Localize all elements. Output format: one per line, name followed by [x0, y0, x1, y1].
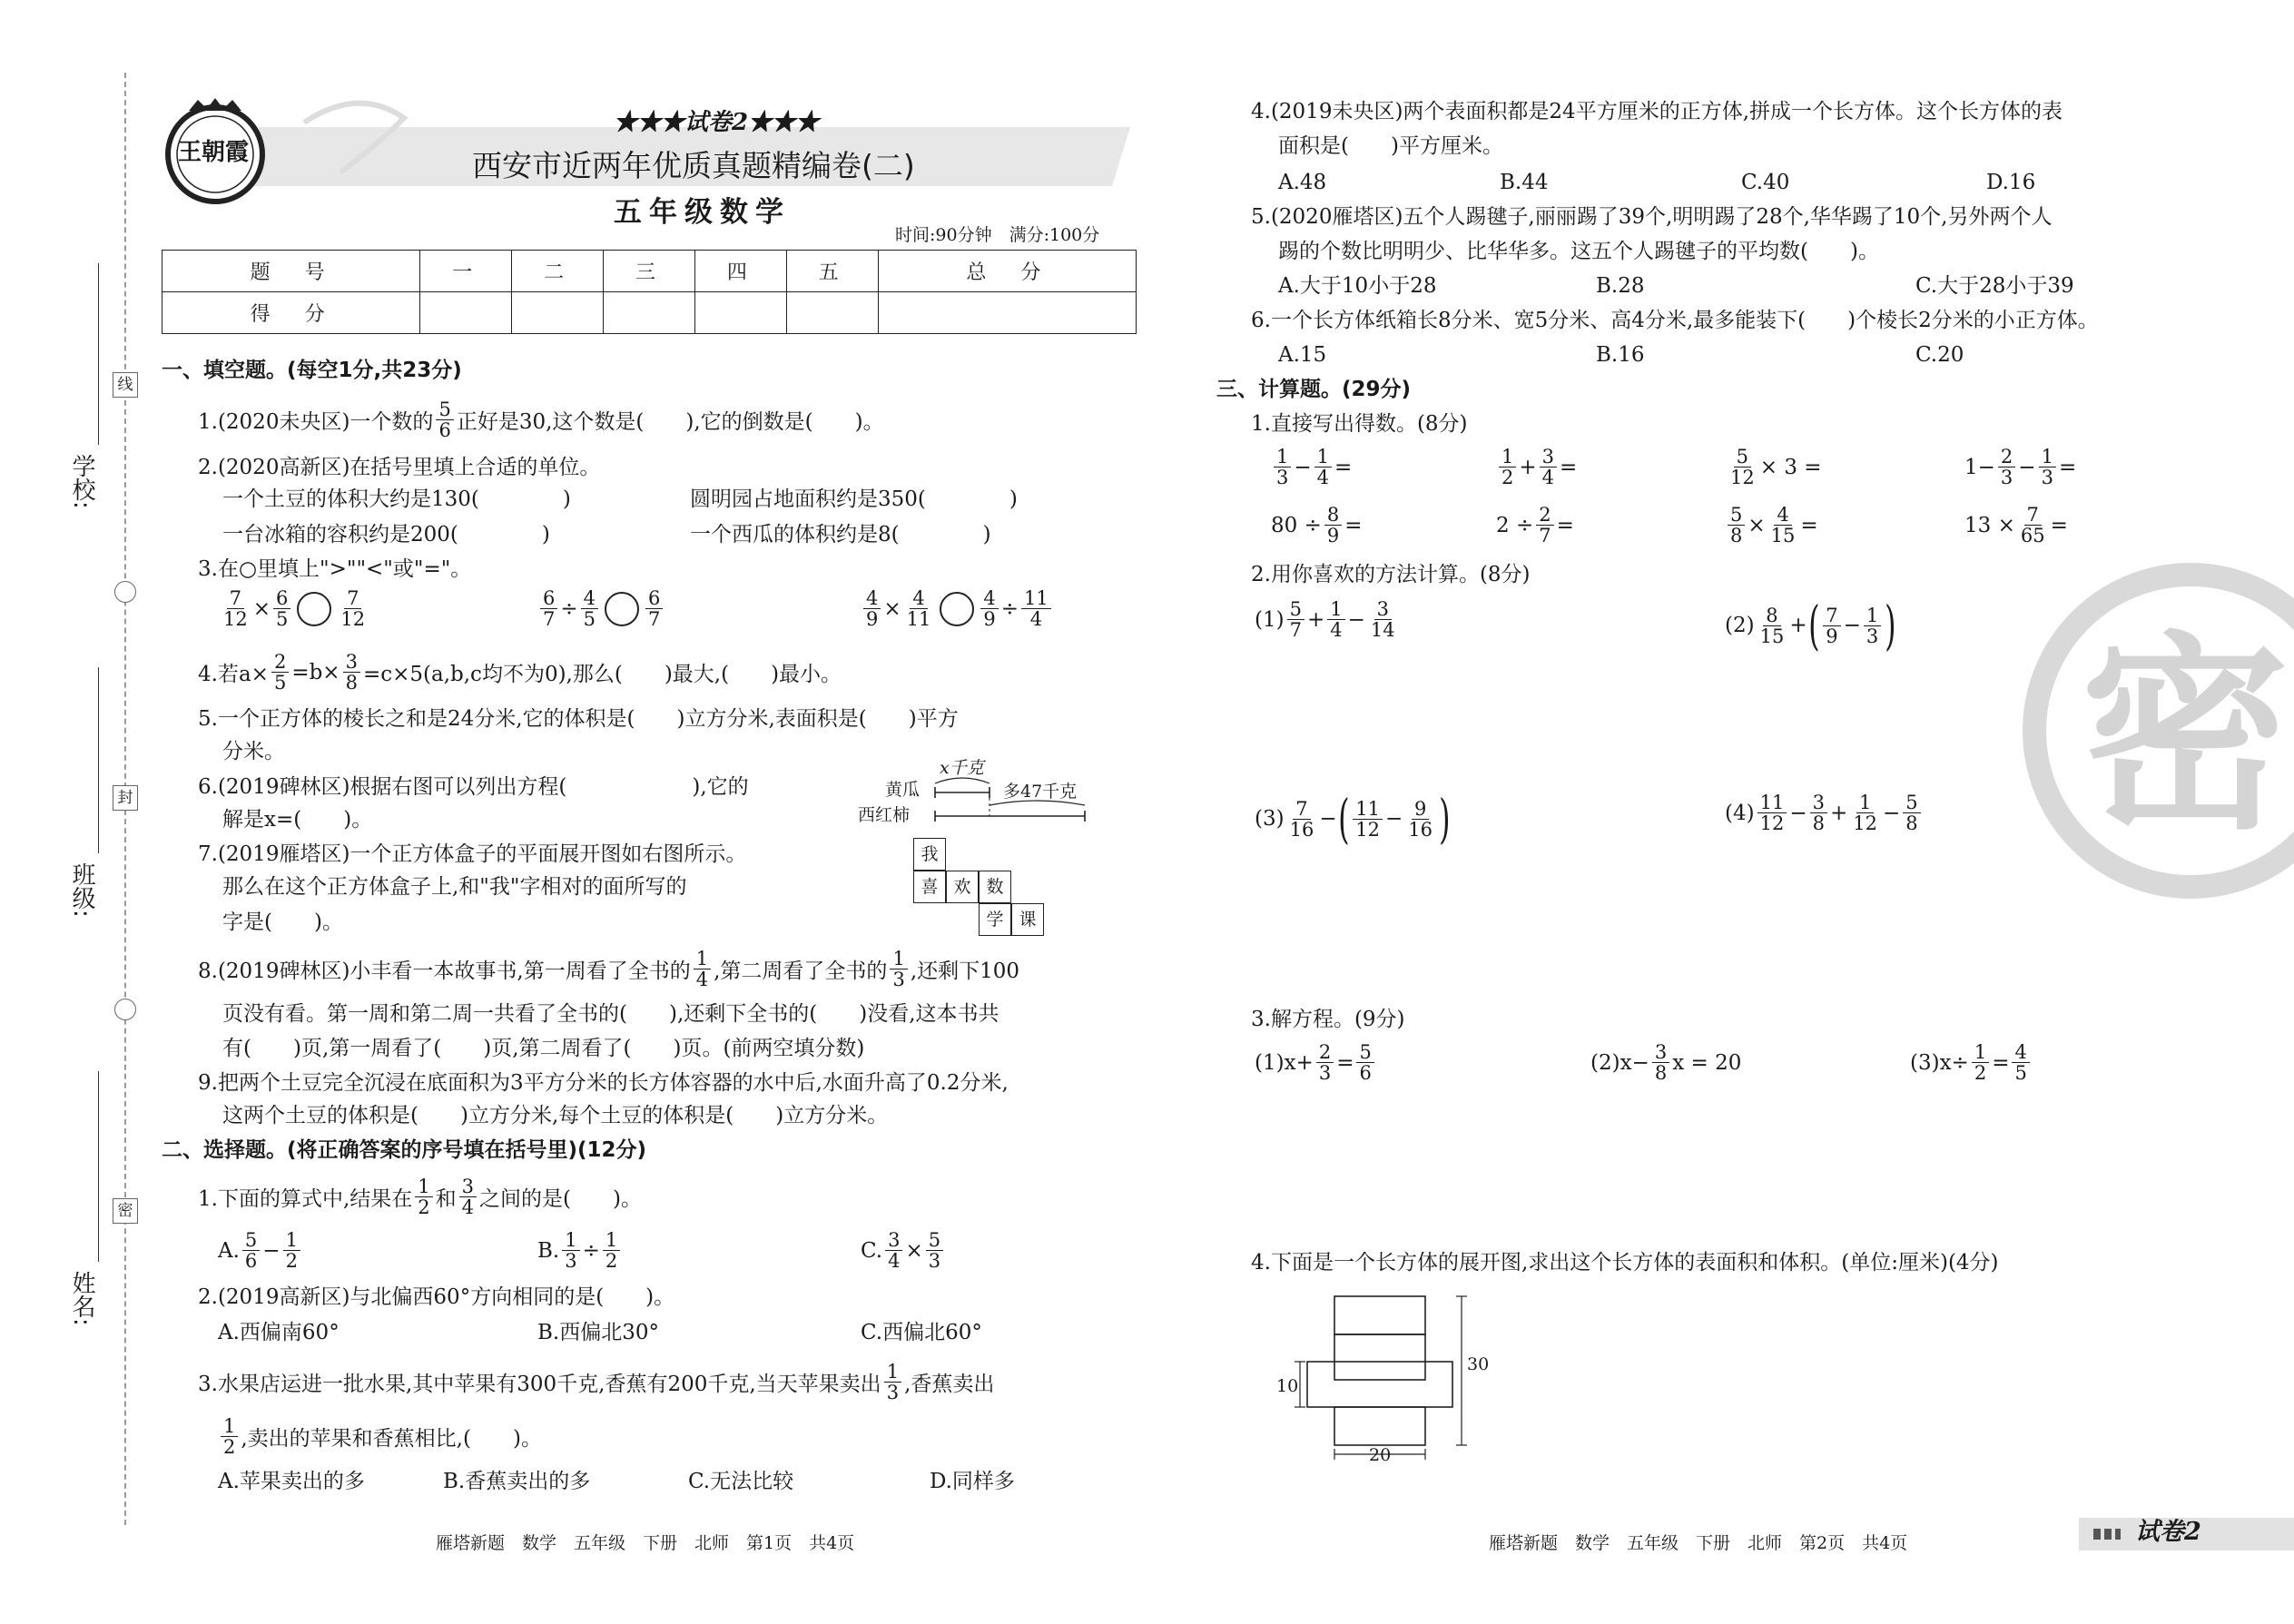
label-xkg: x千克: [940, 758, 984, 778]
dim-width: 10: [1276, 1376, 1299, 1396]
score-header-cell: 四: [694, 251, 786, 292]
score-header-cell: 一: [420, 251, 512, 292]
s1-q7b: 那么在这个正方体盒子上,和"我"字相对的面所写的: [222, 875, 687, 899]
net-cell: 喜: [913, 871, 946, 903]
q6-segments: [862, 758, 1108, 831]
s2-q3-option-a[interactable]: A.苹果卖出的多: [218, 1470, 365, 1493]
fraction: 5 6: [436, 399, 453, 440]
s1-q9a: 9.把两个土豆完全沉浸在底面积为3平方分米的长方体容器的水中后,水面升高了0.2分米,: [198, 1071, 1009, 1095]
s1-q1: 1.(2020未央区)一个数的 5 6 正好是30,这个数是( ),它的倒数是( )。: [198, 399, 884, 441]
s2-q1-option-a[interactable]: A. 5 6 − $\frac{1}{2}$: [218, 1230, 303, 1271]
compare-circle[interactable]: [605, 592, 639, 626]
simplify-2: (2) 8 15 + ( 7 9 − $\frac{1}{3}$ ): [1725, 595, 1896, 656]
s1-q2b: 圆明园占地面积约是350( ): [690, 487, 1018, 511]
s2-q6-option-b[interactable]: B.16: [1596, 343, 1645, 367]
s1-q4: 4.若a× $\frac{2}{5}$ =b× $\frac{3}{8}$ =c×5(a,b,c均不为0),那么( )最大,( )最小。: [198, 651, 842, 694]
s2-q5-option-b[interactable]: B.28: [1596, 274, 1645, 298]
seal-circle-2: [114, 999, 136, 1020]
label-more-47kg: 多47千克: [1003, 782, 1078, 802]
s3-part4-title: 4.下面是一个长方体的展开图,求出这个长方体的表面积和体积。(单位:厘米)(4分): [1251, 1251, 1999, 1275]
s2-q4a: 4.(2019未央区)两个表面积都是24平方厘米的正方体,拼成一个长方体。这个长方体的表: [1251, 100, 2063, 123]
paren-close: ): [1885, 595, 1896, 656]
score-header-cell: 三: [604, 251, 695, 292]
s2-q4-option-c[interactable]: C.40: [1741, 171, 1790, 194]
net-cell: 数: [979, 871, 1011, 903]
s1-q2c: 一台冰箱的容积约是200( ): [222, 523, 550, 546]
name-underline: [98, 1071, 99, 1262]
footer-right: 雁塔新题 数学 五年级 下册 北师 第2页 共4页: [1489, 1533, 1908, 1553]
s2-q3-line1: 3.水果店运进一批水果,其中苹果有300千克,香蕉有200千克,当天苹果卖出 1 3 ,香蕉卖出: [198, 1361, 995, 1403]
s2-q3-option-c[interactable]: C.无法比较: [688, 1470, 794, 1493]
score-input-cell[interactable]: [420, 292, 512, 334]
score-input-cell[interactable]: [786, 292, 878, 334]
s2-q6: 6.一个长方体纸箱长8分米、宽5分米、高4分米,最多能装下( )个棱长2分米的小正方体。: [1251, 309, 2099, 332]
s2-q2-option-c[interactable]: C.西偏北60°: [861, 1321, 982, 1344]
section3-title: 三、计算题。(29分): [1216, 378, 1412, 401]
s2-q6-option-c[interactable]: C.20: [1915, 343, 1964, 367]
s2-q1: 1.下面的算式中,结果在 1 2 和 3 4 之间的是( )。: [198, 1176, 642, 1218]
paper-number: ★★★试卷2★★★: [614, 109, 820, 136]
s1-q6a: 6.(2019碑林区)根据右图可以列出方程( ),它的: [198, 775, 749, 799]
s1-q8e: 有( )页,第一周看了( )页,第二周看了( )页。(前两空填分数): [222, 1037, 865, 1060]
s2-q5a: 5.(2020雁塔区)五个人踢毽子,丽丽踢了39个,明明踢了28个,华华踢了10个,另外两个人: [1251, 205, 2053, 229]
cube-net: [913, 838, 1046, 938]
s1-q7a: 7.(2019雁塔区)一个正方体盒子的平面展开图如右图所示。: [198, 842, 747, 866]
net-cell: 欢: [946, 871, 979, 903]
calc-2-2: 2 ÷ $\frac{2}{7}$ =: [1496, 504, 1574, 546]
compare-circle[interactable]: [940, 592, 974, 626]
score-header-cell: 二: [512, 251, 604, 292]
s1-q3b: $\frac{6}{7}$ ÷ $\frac{4}{5}$ 6 7: [537, 588, 665, 629]
simplify-4: (4) 11 12 − $\frac{3}{8}$ + $\frac{1}{12}$ − $\frac{5}{8}$: [1725, 792, 1924, 833]
exam-subject: 五年级数学: [614, 196, 791, 229]
class-underline: [98, 667, 99, 853]
s1-q7c: 字是( )。: [222, 910, 343, 934]
score-table: [162, 250, 1137, 334]
score-input-cell[interactable]: [604, 292, 695, 334]
school-underline: [98, 263, 99, 445]
class-label: 班级:: [68, 862, 95, 918]
net-cell: 学: [979, 903, 1011, 936]
s2-q4-option-a[interactable]: A.48: [1278, 171, 1327, 194]
s2-q2-option-b[interactable]: B.西偏北30°: [537, 1321, 659, 1344]
watermark-char: 密: [2081, 615, 2290, 858]
s1-q3: 3.在○里填上">""<"或"="。: [198, 557, 472, 581]
s1-q5b: 分米。: [222, 740, 285, 763]
s1-q5a: 5.一个正方体的棱长之和是24分米,它的体积是( )立方分米,表面积是( )平方: [198, 707, 959, 731]
calc-1-2: 1 2 + $\frac{3}{4}$ =: [1496, 447, 1577, 487]
s2-q3-option-b[interactable]: B.香蕉卖出的多: [443, 1470, 591, 1493]
calc-2-4: 13 × $\frac{7}{65}$ =: [1964, 504, 2068, 546]
footer-tag: 试卷2: [2135, 1518, 2201, 1546]
s2-q4b: 面积是( )平方厘米。: [1278, 134, 1503, 158]
paren-close: ): [1439, 788, 1451, 850]
seal-circle-1: [114, 581, 136, 603]
logo-text: 王朝霞: [178, 139, 250, 166]
net-cell: 我: [913, 838, 946, 871]
s1-q2: 2.(2020高新区)在括号里填上合适的单位。: [198, 456, 601, 479]
dim-length: 20: [1369, 1445, 1392, 1465]
equation-3: (3)x÷ $\frac{1}{2}$ = $\frac{4}{5}$: [1910, 1042, 2033, 1083]
s2-q6-option-a[interactable]: A.15: [1278, 343, 1327, 367]
s3-part3-title: 3.解方程。(9分): [1251, 1008, 1405, 1031]
label-tomato: 西红柿: [858, 805, 911, 825]
compare-circle[interactable]: [297, 592, 331, 626]
q6-line-diagram: [858, 758, 1108, 831]
watermark-seal: [2023, 563, 2294, 899]
calc-1-4: 1 − $\frac{2}{3}$ − $\frac{1}{3}$ =: [1964, 446, 2077, 488]
s2-q4-option-b[interactable]: B.44: [1500, 171, 1549, 194]
s1-q3a: $\frac{7}{12}$ × $\frac{6}{5}$ 7 12: [223, 587, 366, 630]
s1-q3c: $\frac{4}{9}$ × $\frac{4}{11}$ $\frac{4}{9}$ ÷ $\frac{11}{4}$: [861, 588, 1054, 629]
cuboid-net-figure: [1269, 1289, 1505, 1471]
section1-title: 一、填空题。(每空1分,共23分): [162, 359, 462, 382]
paren-open: (: [1807, 595, 1820, 656]
s3-part2-title: 2.用你喜欢的方法计算。(8分): [1251, 563, 1531, 586]
score-row-label: 得 分: [162, 292, 420, 334]
label-cucumber: 黄瓜: [885, 780, 921, 800]
equation-2: (2)x− $\frac{3}{8}$ x = 20: [1590, 1041, 1742, 1084]
score-input-cell[interactable]: [512, 292, 604, 334]
s1-q8d: 页没有看。第一周和第二周一共看了全书的( ),还剩下全书的( )没看,这本书共: [222, 1002, 999, 1026]
s2-q3-option-d[interactable]: D.同样多: [930, 1470, 1015, 1493]
seal-mark-xian: 线: [113, 372, 138, 398]
score-header-cell: 题 号: [162, 251, 420, 292]
footer-left: 雁塔新题 数学 五年级 下册 北师 第1页 共4页: [436, 1533, 855, 1553]
time-info: 时间:90分钟 满分:100分: [895, 225, 1100, 245]
school-label: 学校:: [68, 454, 95, 509]
s1-q2a: 一个土豆的体积大约是130( ): [222, 487, 571, 511]
exam-title: 西安市近两年优质真题精编卷(二): [472, 148, 915, 183]
score-input-cell[interactable]: [878, 292, 1136, 334]
score-input-cell[interactable]: [694, 292, 786, 334]
s2-q2-option-a[interactable]: A.西偏南60°: [218, 1321, 340, 1344]
s2-q5b: 踢的个数比明明少、比华华多。这五个人踢毽子的平均数( )。: [1278, 240, 1879, 263]
s2-q2: 2.(2019高新区)与北偏西60°方向相同的是( )。: [198, 1285, 675, 1309]
s1-q2d: 一个西瓜的体积约是8( ): [690, 523, 991, 546]
s2-q1-option-c[interactable]: C. $\frac{3}{4}$ × $\frac{5}{3}$: [861, 1230, 946, 1271]
dim-height: 30: [1467, 1354, 1490, 1374]
s2-q3-line2: 1 2 ,卖出的苹果和香蕉相比,( )。: [218, 1416, 542, 1457]
s1-q6b: 解是x=( )。: [222, 808, 373, 832]
name-label: 姓名:: [68, 1271, 95, 1326]
calc-2-3: $\frac{5}{8}$ × $\frac{4}{15}$ =: [1725, 505, 1818, 546]
seal-mark-feng: 封: [113, 785, 138, 811]
score-header-cell: 五: [786, 251, 878, 292]
s1-q9b: 这两个土豆的体积是( )立方分米,每个土豆的体积是( )立方分米。: [222, 1104, 889, 1127]
s3-part1-title: 1.直接写出得数。(8分): [1251, 412, 1468, 436]
s2-q4-option-d[interactable]: D.16: [1986, 171, 2036, 194]
s1-q8-line1: 8.(2019碑林区)小丰看一本故事书,第一周看了全书的 1 4 ,第二周看了全书的 1 3 ,还剩下100: [198, 948, 1020, 990]
s2-q5-option-a[interactable]: A.大于10小于28: [1278, 274, 1437, 298]
calc-1-3: $\frac{5}{12}$ × 3 =: [1730, 446, 1822, 488]
s2-q1-option-b[interactable]: B. $\frac{1}{3}$ ÷ $\frac{1}{2}$: [537, 1230, 623, 1271]
paren-open: (: [1337, 788, 1350, 850]
simplify-1: (1) 5 7 + $\frac{1}{4}$ − $\frac{3}{14}$: [1255, 598, 1395, 641]
section2-title: 二、选择题。(将正确答案的序号填在括号里)(12分): [162, 1138, 647, 1162]
simplify-3: (3) 7 16 − ( 11 12 − $\frac{9}{16}$ ): [1255, 788, 1451, 850]
net-cell: 课: [1011, 903, 1044, 936]
s2-q5-option-c[interactable]: C.大于28小于39: [1915, 274, 2074, 298]
score-header-cell: 总 分: [878, 251, 1136, 292]
calc-2-1: 80 ÷ $\frac{8}{9}$ =: [1271, 504, 1363, 546]
seal-mark-mi: 密: [113, 1198, 138, 1224]
calc-1-1: 1 3 − $\frac{1}{4}$ =: [1271, 447, 1352, 487]
footer-tag-marks: [2093, 1529, 2121, 1540]
equation-1: (1)x+ $\frac{2}{3}$ = $\frac{5}{6}$: [1255, 1042, 1377, 1083]
